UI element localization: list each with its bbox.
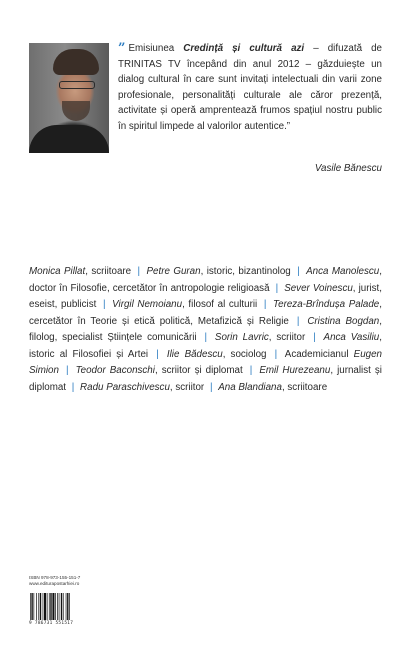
guest-name: Radu Paraschivescu: [80, 381, 170, 393]
guest-separator: |: [249, 365, 253, 376]
barcode-bar: [55, 593, 56, 620]
guest-name: Anca Vasiliu: [323, 332, 380, 343]
guest-separator: |: [297, 266, 300, 277]
barcode-bar: [31, 593, 32, 620]
barcode-bar: [69, 593, 70, 620]
guest-name: Emil Hurezeanu: [259, 365, 331, 376]
guest-name: Teodor Baconschi: [75, 365, 155, 376]
barcode-bar: [61, 593, 62, 620]
guest-description: , jurist, eseist, publicist: [29, 282, 382, 310]
author-portrait-photo: [29, 43, 109, 153]
guest-separator: |: [71, 381, 75, 393]
guest-description: , scriitoare: [85, 266, 132, 277]
guest-name: Cristina Bogdan: [307, 315, 380, 327]
portrait-clothing: [29, 125, 109, 153]
guest-separator: |: [274, 348, 278, 360]
guest-name: Ana Blandiana: [218, 381, 282, 393]
guest-name: Ilie Bădescu: [166, 348, 223, 360]
guest-separator: |: [263, 299, 267, 310]
quote-text-2: – difuzată de TRINITAS TV începând din anul 2012 – găzduiește un dialog cultural în care sunt invitați intelectuali din varii zone profesionale, personalități culturale ale căror prezență, activitate și operă amprentează frumos spațiul nostru public în spiritul limpede al valorilor autentice.”: [118, 43, 382, 132]
guest-description: , scriitor: [268, 332, 306, 343]
guest-separator: |: [137, 266, 141, 277]
barcode-bar: [47, 593, 48, 620]
barcode-bar: [63, 593, 64, 620]
guest-description: , scriitor: [169, 381, 205, 393]
guest-name: Eugen Simion: [29, 348, 382, 376]
guest-name: Anca Manolescu: [306, 266, 380, 277]
guest-separator: |: [102, 299, 106, 310]
quote-paragraph: [118, 41, 382, 135]
guest-description: , filolog, specialist Științele comunicării: [29, 315, 382, 343]
barcode-bar: [34, 593, 35, 620]
guest-name: Monica Pillat: [29, 266, 86, 277]
guest-description: , jurnalist și diplomat: [29, 365, 382, 393]
guest-name: Sever Voinescu: [284, 282, 353, 294]
barcode-bar: [66, 593, 67, 620]
guest-description: , scriitor și diplomat: [154, 365, 243, 376]
publisher-website: www.editurapostarhiei.ro: [29, 581, 80, 586]
barcode-bar: [36, 593, 37, 620]
guest-prefix: Academicianul: [284, 348, 354, 360]
guest-description: , filosof al culturii: [182, 299, 258, 310]
guest-description: , cercetător în Teorie și etică politică, Metafizică și Religie: [29, 299, 382, 327]
portrait-hair: [53, 49, 99, 75]
barcode-bar: [43, 593, 44, 620]
open-quote-mark: ”: [118, 41, 126, 56]
guest-name: Sorin Lavric: [214, 332, 269, 343]
barcode-bar: [30, 593, 31, 620]
guest-separator: |: [313, 332, 316, 343]
barcode-bar: [67, 593, 68, 620]
barcode-bar: [50, 593, 51, 620]
guest-separator: |: [156, 348, 159, 360]
barcode-bar: [52, 593, 54, 620]
guest-name: Tereza-Brîndușa Palade: [273, 299, 380, 310]
quote-text-1: Emisiunea: [128, 43, 184, 54]
guest-separator: |: [209, 381, 213, 393]
guests-list: [29, 264, 382, 396]
guest-separator: |: [296, 315, 300, 327]
guest-description: , doctor în Filosofie, cercetător în antropologie religioasă: [29, 266, 382, 294]
guest-separator: |: [275, 282, 279, 294]
barcode-bar: [59, 593, 60, 620]
isbn-number: ISBN 978-973-155-151-7: [29, 575, 81, 580]
barcode-bar: [40, 593, 41, 620]
barcode-bar: [38, 593, 39, 620]
guest-description: , scriitoare: [281, 381, 328, 393]
guest-separator: |: [65, 365, 69, 376]
barcode-number: 9 786731 551517: [29, 621, 74, 626]
guest-description: , istoric al Filosofiei și Artei: [29, 332, 382, 360]
guest-name: Petre Guran: [146, 266, 201, 277]
isbn-block: [29, 575, 80, 587]
guest-name: Virgil Nemoianu: [112, 299, 183, 310]
portrait-glasses: [59, 81, 95, 89]
barcode-bar: [49, 593, 50, 620]
portrait-beard: [62, 101, 90, 121]
barcode-icon: [29, 593, 87, 620]
barcode-bar: [57, 593, 58, 620]
guest-separator: |: [204, 332, 208, 343]
guest-description: , sociolog: [222, 348, 267, 360]
show-title: Credință și cultură azi: [183, 43, 305, 54]
guest-description: , istoric, bizantinolog: [200, 266, 291, 277]
barcode-bar: [44, 593, 46, 620]
quote-author: Vasile Bănescu: [314, 163, 382, 174]
